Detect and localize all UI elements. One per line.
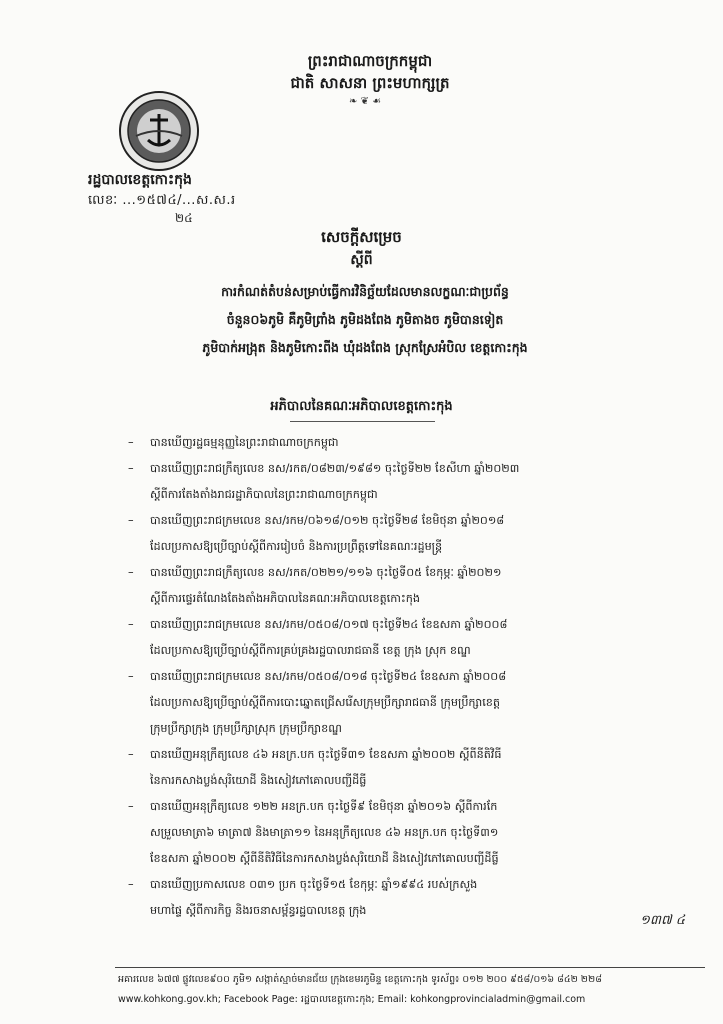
kingdom-header (240, 50, 500, 94)
item-text: បានឃើញព្រះរាជក្រឹត្យលេខ នស/រកត/០៨២៣/១៩៨១ ចុះថ្ងៃទី២២ ខែសីហា ឆ្នាំ២០២៣ ស្ដីពីការតែងតាំងរាជរដ្ឋាភិបាលនៃព្រះរាជាណាចក្រកម្ពុជា (150, 462, 520, 501)
footer-divider (115, 967, 705, 968)
item-text: បានឃើញអនុក្រឹត្យលេខ ១២២ អនក្រ.បក ចុះថ្ងៃទី៩ ខែមិថុនា ឆ្នាំ២០១៦ ស្ដីពីការកែ សម្រួលមាត្រា៦ មាត្រា៧ និងមាត្រា១១ នៃអនុក្រឹត្យលេខ ៤៦ អនក្រ.បក ចុះថ្ងៃទី៣១ ខែឧសភា ឆ្នាំ២០០២ ស្ដីពីនីតិវិធីនៃការកសាងប្លង់សុរិយោដី និងសៀវភៅគោលបញ្ជីដីធ្លី (150, 800, 499, 865)
ornament-divider-icon: ❧ ❦ ☙ (348, 96, 382, 107)
item-text: បានឃើញព្រះរាជក្រមលេខ នស/រកម/០៦១៨/០១២ ចុះថ្ងៃទី២៨ ខែមិថុនា ឆ្នាំ២០១៨ ដែលប្រកាសឱ្យប្រើច្បាប់ស្ដីពីការរៀបចំ និងការប្រព្រឹត្តទៅនៃគណៈរដ្ឋមន្ត្រី (150, 514, 505, 553)
reference-number: លេខៈ ...១៥៧៤/...ស.ស.រ (88, 193, 236, 208)
governor-heading: អភិបាលនៃគណៈអភិបាលខេត្តកោះកុង (270, 399, 453, 414)
list-item (120, 794, 680, 872)
subject-line: ភូមិបាក់អង្រុត និងភូមិកោះពីង ឃុំដងពែង ស្រុកស្រែអំបិល ខេត្តកោះកុង (202, 340, 528, 355)
item-text: បានឃើញព្រះរាជក្រឹត្យលេខ នស/រកត/០២២១/១១៦ ចុះថ្ងៃទី០៥ ខែកុម្ភៈ ឆ្នាំ២០២១ ស្ដីពីការផ្ទេរតំណែងតែងតាំងអភិបាលនៃគណៈអភិបាលខេត្តកោះកុង (150, 566, 502, 605)
list-item (120, 560, 680, 612)
list-item (120, 456, 680, 508)
list-item (120, 872, 680, 924)
item-text: បានឃើញអនុក្រឹត្យលេខ ៤៦ អនក្រ.បក ចុះថ្ងៃទី៣១ ខែឧសភា ឆ្នាំ២០០២ ស្ដីពីនីតិវិធី នៃការកសាងប្លង់សុរិយោដី និងសៀវភៅគោលបញ្ជីដីធ្លី (150, 748, 502, 787)
list-item (120, 742, 680, 794)
item-text: បានឃើញព្រះរាជក្រមលេខ នស/រកម/០៥០៨/០១៧ ចុះថ្ងៃទី២៤ ខែឧសភា ឆ្នាំ២០០៨ ដែលប្រកាសឱ្យប្រើច្បាប់ស្ដីពីការគ្រប់គ្រងរដ្ឋបាលរាជធានី ខេត្ត ក្រុង ស្រុក ខណ្ឌ (150, 618, 508, 657)
footer-contact: www.kohkong.gov.kh; Facebook Page: រដ្ឋបាលខេត្តកោះកុង; Email: kohkongprovincialadmin@gmail.com (118, 994, 586, 1005)
heading-underline (290, 421, 435, 422)
issuing-authority: រដ្ឋបាលខេត្តកោះកុង (88, 172, 192, 188)
provincial-seal-icon (118, 90, 200, 172)
decision-title: សេចក្ដីសម្រេច (321, 228, 402, 246)
item-text: បានឃើញព្រះរាជក្រមលេខ នស/រកម/០៥០៨/០១៨ ចុះថ្ងៃទី២៤ ខែឧសភា ឆ្នាំ២០០៨ ដែលប្រកាសឱ្យប្រើច្បាប់ស្ដីពីការបោះឆ្នោតជ្រើសរើសក្រុមប្រឹក្សារាជធានី ក្រុមប្រឹក្សាខេត្ត ក្រុមប្រឹក្សាក្រុង ក្រុមប្រឹក្សាស្រុក ក្រុមប្រឹក្សាខណ្ឌ (150, 670, 507, 735)
list-item (120, 612, 680, 664)
list-item (120, 508, 680, 560)
handwritten-initials: ១៣៧ ៤ (640, 913, 685, 928)
kingdom-name: ព្រះរាជាណាចក្រកម្ពុជា (307, 52, 433, 70)
decision-subject (60, 278, 670, 362)
subject-line: ការកំណត់តំបន់សម្រាប់ធ្វើការវិនិច្ឆ័យដែលមានលក្ខណៈជាប្រព័ន្ធ (221, 284, 509, 299)
about-label: ស្ដីពី (350, 252, 373, 268)
reference-list (120, 430, 680, 924)
reference-suffix: ២៤ (175, 211, 193, 225)
item-text: បានឃើញប្រកាសលេខ ០៣១ ប្រក ចុះថ្ងៃទី១៥ ខែកុម្ភៈ ឆ្នាំ១៩៩៤ របស់ក្រសួង មហាផ្ទៃ ស្ដីពីការកិច្ច និងរចនាសម្ព័ន្ធរដ្ឋបាលខេត្ត ក្រុង (150, 878, 478, 917)
national-motto: ជាតិ សាសនា ព្រះមហាក្សត្រ (290, 74, 450, 92)
list-item (120, 664, 680, 742)
footer-address: អគារលេខ ៦៧៧ ផ្លូវលេខ៩០០ ភូមិ១ សង្កាត់ស្មាច់មានជ័យ ក្រុងខេមរភូមិន្ទ ខេត្តកោះកុង ទូរស័ព្ទ៖ ០១២ ២០០ ៩៥៨/០១៦ ៨៤២ ២២៨ (118, 974, 602, 985)
item-text: បានឃើញរដ្ឋធម្មនុញ្ញនៃព្រះរាជាណាចក្រកម្ពុជា (150, 436, 339, 449)
list-item (120, 430, 680, 456)
subject-line: ចំនួន០៦ភូមិ គឺភូមិព្រាំង ភូមិដងពែង ភូមិតាងច ភូមិបានទៀត (226, 312, 504, 327)
